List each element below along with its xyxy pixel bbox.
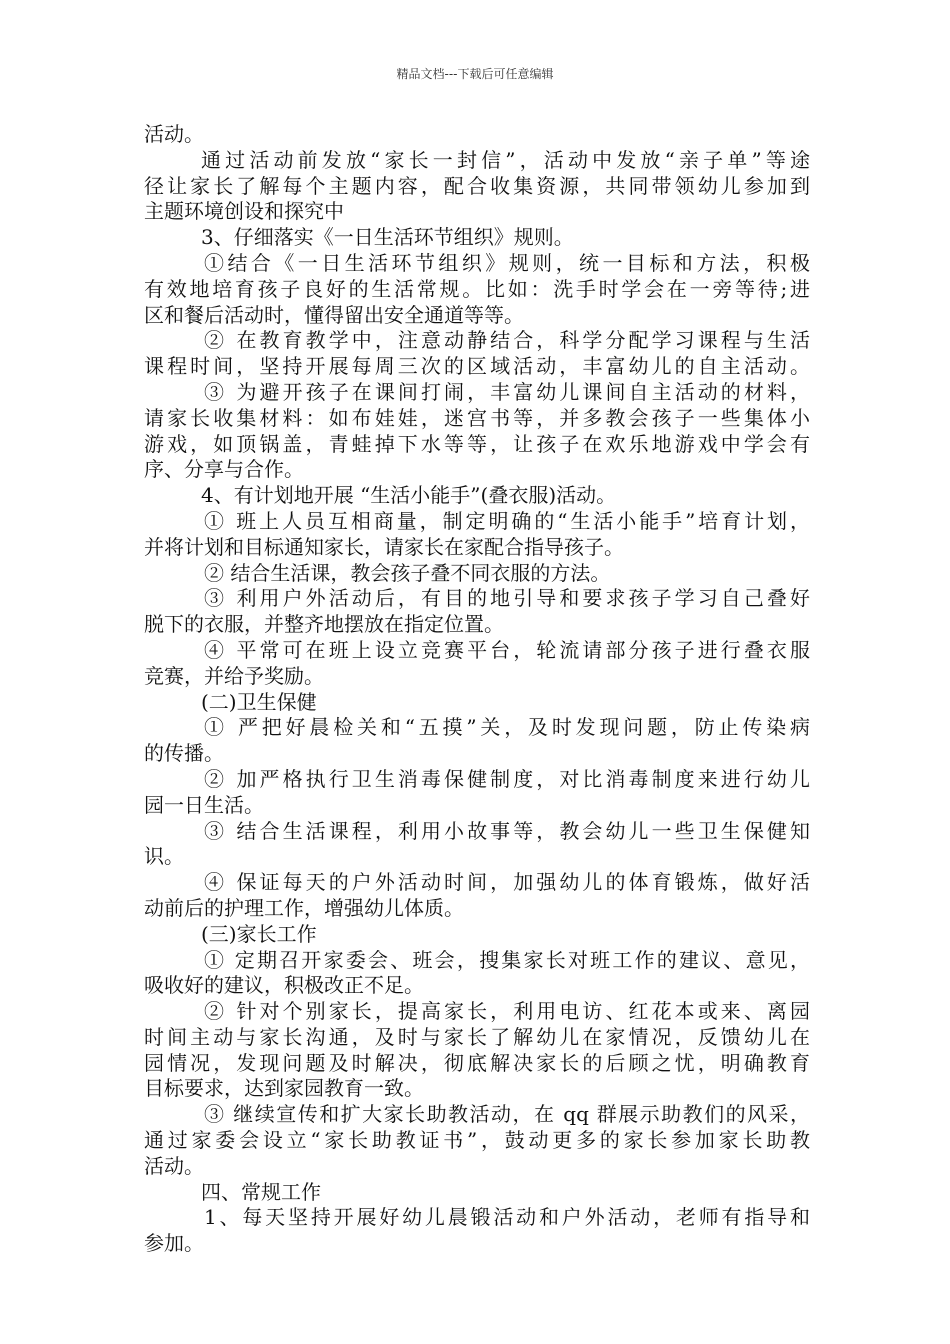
section-heading: (二)卫生保健 — [201, 689, 317, 714]
paragraph-line: 1、每天坚持开展好幼儿晨锻活动和户外活动，老师有指导和 — [204, 1205, 810, 1230]
list-item-line: ① 严把好晨检关和“五摸”关，及时发现问题，防止传染病 — [204, 715, 810, 740]
text-line: 并将计划和目标通知家长，请家长在家配合指导孩子。 — [144, 534, 624, 559]
list-item-line: ② 加严格执行卫生消毒保健制度，对比消毒制度来进行幼儿 — [204, 766, 810, 791]
list-item-line: ③ 结合生活课程，利用小故事等，教会幼儿一些卫生保健知 — [204, 818, 810, 843]
text-line: 活动。 — [144, 122, 204, 146]
text-line: 区和餐后活动时，懂得留出安全通道等等。 — [144, 302, 524, 327]
text-line: 有效地培育孩子良好的生活常规。比如：洗手时学会在一旁等待;进 — [144, 276, 810, 301]
text-line: 主题环境创设和探究中 — [144, 199, 344, 224]
text-line: 脱下的衣服，并整齐地摆放在指定位置。 — [144, 612, 504, 637]
text-line: 活动。 — [144, 1153, 204, 1178]
text-line: 通过家委会设立“家长助教证书”，鼓动更多的家长参加家长助教 — [144, 1128, 810, 1153]
document-body — [144, 122, 810, 1257]
text-line: 的传播。 — [144, 741, 224, 766]
text-line: 目标要求，达到家园教育一致。 — [144, 1076, 424, 1101]
list-item-line: ① 班上人员互相商量，制定明确的“生活小能手”培育计划， — [204, 508, 810, 533]
list-item-line: ③ 为避开孩子在课间打闹，丰富幼儿课间自主活动的材料， — [204, 379, 810, 404]
list-item-line: ① 定期召开家委会、班会，搜集家长对班工作的建议、意见， — [204, 947, 810, 972]
list-item-line: ② 结合生活课，教会孩子叠不同衣服的方法。 — [204, 560, 611, 585]
section-heading: 四、常规工作 — [201, 1179, 321, 1204]
list-item-line: ④ 平常可在班上设立竞赛平台，轮流请部分孩子进行叠衣服 — [204, 637, 810, 662]
text-line: 动前后的护理工作，增强幼儿体质。 — [144, 895, 464, 920]
text-line: 游戏，如顶锅盖，青蛙掉下水等等，让孩子在欢乐地游戏中学会有 — [144, 431, 810, 456]
section-heading: 3、仔细落实《一日生活环节组织》规则。 — [201, 225, 574, 250]
list-item-line: ①结合《一日生活环节组织》规则，统一目标和方法，积极 — [204, 250, 810, 275]
text-line: 径让家长了解每个主题内容，配合收集资源，共同带领幼儿参加到 — [144, 173, 810, 198]
text-line: 课程时间，坚持开展每周三次的区域活动，丰富幼儿的自主活动。 — [144, 354, 810, 379]
list-item-line: ② 在教育教学中，注意动静结合，科学分配学习课程与生活 — [204, 328, 810, 353]
text-line: 参加。 — [144, 1231, 204, 1256]
list-item-line: ③ 继续宣传和扩大家长助教活动，在 qq 群展示助教们的风采， — [204, 1102, 810, 1127]
text-line: 请家长收集材料：如布娃娃，迷宫书等，并多教会孩子一些集体小 — [144, 405, 810, 430]
section-heading: 4、有计划地开展 “生活小能手”(叠衣服)活动。 — [201, 483, 617, 508]
paragraph-line: 通过活动前发放“家长一封信”，活动中发放“亲子单”等途 — [201, 147, 810, 172]
text-line: 序、分享与合作。 — [144, 457, 304, 482]
list-item-line: ② 针对个别家长，提高家长，利用电访、红花本或来、离园 — [204, 999, 810, 1024]
text-line: 竞赛，并给予奖励。 — [144, 663, 324, 688]
text-line: 识。 — [144, 844, 184, 869]
section-heading: (三)家长工作 — [201, 921, 317, 946]
text-line: 园情况，发现问题及时解决，彻底解决家长的后顾之忧，明确教育 — [144, 1050, 810, 1075]
text-line: 园一日生活。 — [144, 792, 264, 817]
page-header: 精品文档---下载后可任意编辑 — [396, 67, 554, 81]
list-item-line: ③ 利用户外活动后，有目的地引导和要求孩子学习自己叠好 — [204, 586, 810, 611]
text-line: 吸收好的建议，积极改正不足。 — [144, 973, 424, 998]
text-line: 时间主动与家长沟通，及时与家长了解幼儿在家情况，反馈幼儿在 — [144, 1024, 810, 1049]
list-item-line: ④ 保证每天的户外活动时间，加强幼儿的体育锻炼，做好活 — [204, 870, 810, 895]
